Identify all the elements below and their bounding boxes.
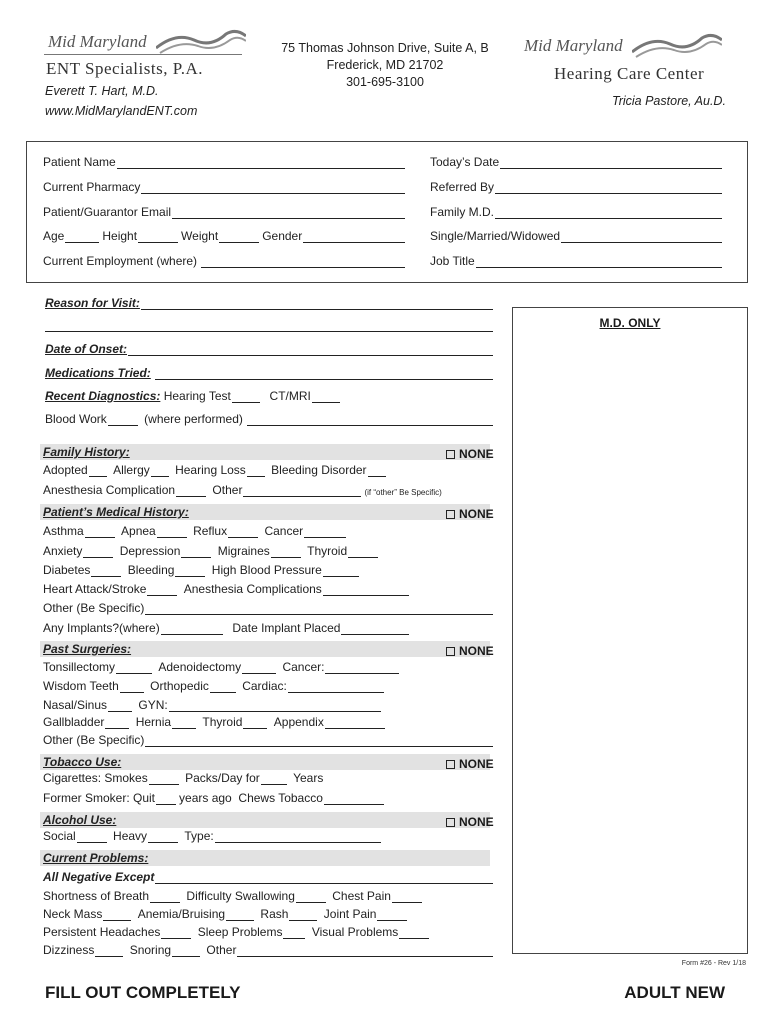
implants-row[interactable]: Any Implants?(where) Date Implant Placed — [43, 621, 412, 635]
website: www.MidMarylandENT.com — [45, 104, 198, 118]
footer-adult-new: ADULT NEW — [624, 983, 725, 1002]
tobacco-none-checkbox[interactable]: NONE — [446, 757, 494, 771]
alcohol-title: Alcohol Use: — [43, 813, 117, 827]
right-logo — [520, 30, 730, 90]
problems-row1[interactable]: Shortness of Breath Difficulty Swallowing Chest Pain — [43, 889, 425, 903]
medical-other-field[interactable]: Other (Be Specific) — [43, 601, 493, 615]
all-negative-except-field[interactable]: All Negative Except — [43, 870, 493, 884]
doctor-name: Everett T. Hart, M.D. — [45, 84, 159, 98]
medical-none-checkbox[interactable]: NONE — [446, 507, 494, 521]
pharmacy-field[interactable]: Current Pharmacy — [43, 180, 405, 194]
checkbox-icon — [446, 760, 455, 769]
surgeries-row3[interactable]: Nasal/Sinus GYN: — [43, 698, 384, 712]
right-logo-name: Hearing Care Center — [554, 64, 705, 83]
left-logo-name: ENT Specialists, P.A. — [46, 59, 204, 78]
wave-logo-icon — [632, 30, 722, 60]
age-height-weight-gender[interactable]: Age Height Weight Gender — [43, 229, 405, 243]
medical-row1[interactable]: Asthma Apnea Reflux Cancer — [43, 524, 349, 538]
checkbox-icon — [446, 647, 455, 656]
checkbox-icon — [446, 510, 455, 519]
email-field[interactable]: Patient/Guarantor Email — [43, 205, 405, 219]
problems-row4[interactable]: Dizziness Snoring Other — [43, 943, 493, 957]
medical-row2[interactable]: Anxiety Depression Migraines Thyroid — [43, 544, 381, 558]
audiologist-name: Tricia Pastore, Au.D. — [612, 94, 726, 108]
family-history-row2[interactable]: Anesthesia Complication Other (if “other” Be Specific) — [43, 483, 442, 497]
family-none-checkbox[interactable]: NONE — [446, 447, 494, 461]
todays-date-field[interactable]: Today’s Date — [430, 155, 722, 169]
family-history-title: Family History: — [43, 445, 130, 459]
md-only-label: M.D. ONLY — [599, 316, 661, 330]
tobacco-row2[interactable]: Former Smoker: Quit years ago Chews Tobacco — [43, 791, 387, 805]
medications-tried-field[interactable]: Medications Tried: — [45, 366, 493, 380]
problems-row2[interactable]: Neck Mass Anemia/Bruising Rash Joint Pain — [43, 907, 410, 921]
checkbox-icon — [446, 818, 455, 827]
alcohol-row[interactable]: Social Heavy Type: — [43, 829, 384, 843]
footer-fill-out: FILL OUT COMPLETELY — [45, 983, 241, 1002]
wave-logo-icon — [156, 26, 246, 56]
alcohol-none-checkbox[interactable]: NONE — [446, 815, 494, 829]
reason-continuation-line[interactable] — [45, 331, 493, 332]
employment-field[interactable]: Current Employment (where) — [43, 254, 405, 268]
referred-by-field[interactable]: Referred By — [430, 180, 722, 194]
problems-row3[interactable]: Persistent Headaches Sleep Problems Visual Problems — [43, 925, 432, 939]
problems-title: Current Problems: — [43, 851, 149, 865]
blood-work-row[interactable]: Blood Work (where performed) — [45, 412, 493, 426]
date-of-onset-field[interactable]: Date of Onset: — [45, 342, 493, 356]
form-number: Form #26 - Rev 1/18 — [681, 960, 746, 967]
recent-diagnostics-row[interactable]: Recent Diagnostics: Hearing Test CT/MRI — [45, 389, 493, 403]
address-line1: 75 Thomas Johnson Drive, Suite A, B — [281, 41, 489, 55]
surgeries-other-field[interactable]: Other (Be Specific) — [43, 733, 493, 747]
clinic-address — [270, 40, 500, 91]
surgeries-none-checkbox[interactable]: NONE — [446, 644, 494, 658]
left-logo — [44, 26, 244, 86]
surgeries-row2[interactable]: Wisdom Teeth Orthopedic Cardiac: — [43, 679, 387, 693]
family-history-row1[interactable]: Adopted Allergy Hearing Loss Bleeding Disorder — [43, 463, 389, 477]
patient-name-field[interactable]: Patient Name — [43, 155, 405, 169]
address-line2: Frederick, MD 21702 — [326, 58, 444, 72]
medical-history-title: Patient’s Medical History: — [43, 505, 189, 519]
job-title-field[interactable]: Job Title — [430, 254, 722, 268]
tobacco-title: Tobacco Use: — [43, 755, 122, 769]
left-logo-rule — [44, 54, 242, 55]
reason-for-visit-field[interactable]: Reason for Visit: — [45, 296, 493, 310]
address-phone: 301-695-3100 — [346, 75, 424, 89]
md-only-box — [512, 307, 748, 954]
medical-row3[interactable]: Diabetes Bleeding High Blood Pressure — [43, 563, 362, 577]
tobacco-row1[interactable]: Cigarettes: Smokes Packs/Day for Years — [43, 771, 324, 785]
surgeries-row4[interactable]: Gallbladder Hernia Thyroid Appendix — [43, 715, 388, 729]
family-md-field[interactable]: Family M.D. — [430, 205, 722, 219]
surgeries-row1[interactable]: Tonsillectomy Adenoidectomy Cancer: — [43, 660, 402, 674]
left-logo-script: Mid Maryland — [48, 32, 147, 51]
right-logo-script: Mid Maryland — [524, 36, 623, 55]
surgeries-title: Past Surgeries: — [43, 642, 132, 656]
marital-status-field[interactable]: Single/Married/Widowed — [430, 229, 722, 243]
checkbox-icon — [446, 450, 455, 459]
medical-row4[interactable]: Heart Attack/Stroke Anesthesia Complications — [43, 582, 412, 596]
